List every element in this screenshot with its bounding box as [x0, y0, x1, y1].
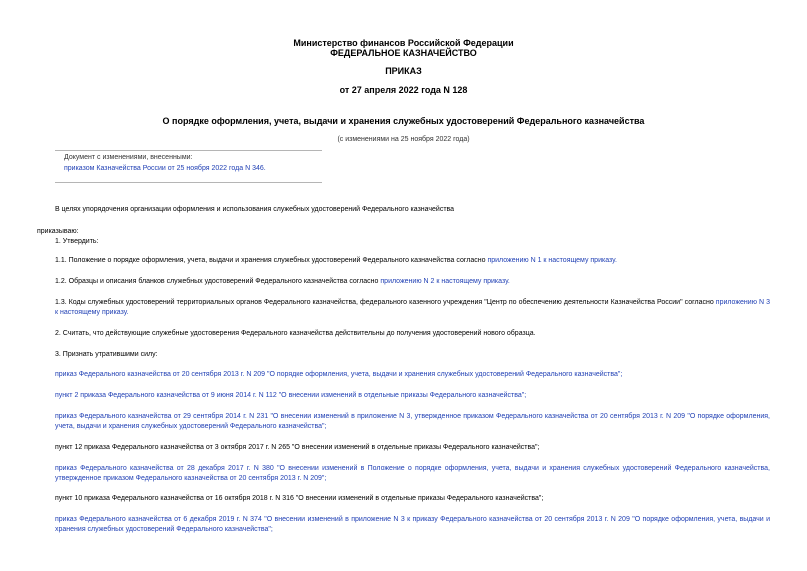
doc-date-number: от 27 апреля 2022 года N 128: [339, 85, 468, 95]
order-word: приказываю:: [37, 228, 79, 235]
revision-subtitle: (с изменениями на 25 ноября 2022 года): [337, 136, 470, 143]
item-1-2-link[interactable]: приложению N 2 к настоящему приказу.: [380, 278, 510, 285]
doc-type: ПРИКАЗ: [385, 66, 422, 76]
item-1-1-text: 1.1. Положение о порядке оформления, учета, выдачи и хранения служебных удостоверений Федерального казначейства согласно: [55, 257, 488, 264]
changes-label: Документ с изменениями, внесенными:: [64, 154, 193, 161]
repealed-item[interactable]: приказ Федерального казначейства от 6 декабря 2019 г. N 374 "О внесении изменений в приложение N 3 к приказу Федерального казначейства от 20 сентября 2013 г. N 209 "О порядке оформления, учета, выдачи и хранения служебных удостоверений Федерального казначейства";: [55, 516, 770, 533]
item-1-3-text: 1.3. Коды служебных удостоверений территориальных органов Федерального казначейства, федерального казенного учреждения "Центр по обеспечению деятельности Казначейства России" согласно: [55, 299, 716, 306]
treasury-name: ФЕДЕРАЛЬНОЕ КАЗНАЧЕЙСТВО: [330, 48, 477, 58]
repealed-item: пункт 12 приказа Федерального казначейства от 3 октября 2017 г. N 265 "О внесении изменений в отдельные приказы Федерального казначейства";: [55, 444, 540, 451]
repealed-item: пункт 10 приказа Федерального казначейства от 16 октября 2018 г. N 316 "О внесении изменений в отдельные приказы Федерального казначейства";: [55, 495, 544, 502]
item-2: 2. Считать, что действующие служебные удостоверения Федерального казначейства действительны до получения удостоверений нового образца.: [55, 330, 536, 337]
divider-top: [55, 150, 322, 151]
item-1: 1. Утвердить:: [55, 238, 99, 245]
item-3: 3. Признать утратившими силу:: [55, 351, 158, 358]
repealed-item[interactable]: приказ Федерального казначейства от 20 сентября 2013 г. N 209 "О порядке оформления, учета, выдачи и хранения служебных удостоверений Федерального казначейства";: [55, 371, 623, 378]
item-1-3: [55, 298, 770, 318]
item-1-2-text: 1.2. Образцы и описания бланков служебных удостоверений Федерального казначейства согласно: [55, 278, 381, 285]
page-title: О порядке оформления, учета, выдачи и хранения служебных удостоверений Федерального казначейства: [162, 116, 645, 126]
repealed-item[interactable]: приказ Федерального казначейства от 29 сентября 2014 г. N 231 "О внесении изменений в приложение N 3, утвержденное приказом Федерального казначейства от 20 сентября 2013 г. N 209 "О порядке оформления, учета, выдачи и хранения служебных удостоверений Федерального казначейства";: [55, 413, 770, 430]
item-1-1: [55, 256, 770, 266]
changes-link[interactable]: приказом Казначейства России от 25 ноября 2022 года N 346.: [64, 165, 266, 172]
repealed-item[interactable]: пункт 2 приказа Федерального казначейства от 9 июня 2014 г. N 112 "О внесении изменений в отдельные приказы Федерального казначейства";: [55, 392, 527, 399]
item-1-3-link[interactable]: приложению N 3 к настоящему приказу.: [55, 299, 770, 316]
intro-paragraph: В целях упорядочения организации оформления и использования служебных удостоверений Федерального казначейства: [55, 206, 455, 213]
repealed-item[interactable]: приказ Федерального казначейства от 28 декабря 2017 г. N 380 "О внесении изменений в Положение о порядке оформления, учета, выдачи и хранения служебных удостоверений Федерального казначейства, утвержденное приказом Федерального казначейства от 20 сентября 2013 г. N 209";: [55, 465, 770, 482]
divider-bottom: [55, 182, 322, 183]
item-1-1-link[interactable]: приложению N 1 к настоящему приказу.: [487, 257, 617, 264]
ministry-name: Министерство финансов Российской Федерации: [293, 38, 514, 48]
item-1-2: [55, 277, 770, 287]
